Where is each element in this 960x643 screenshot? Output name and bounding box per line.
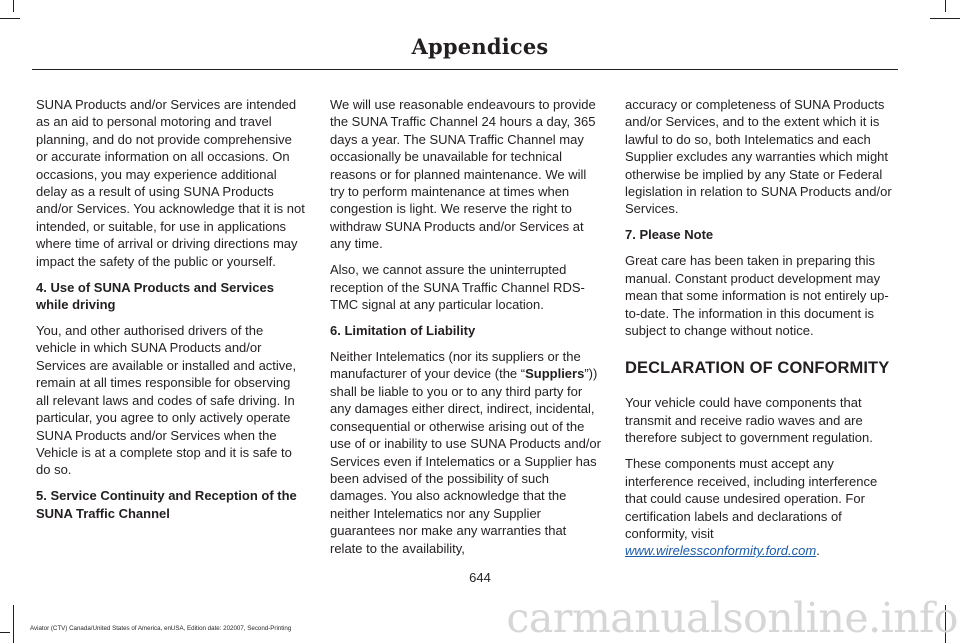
paragraph: Your vehicle could have components that transmit and receive radio waves and are therefore subject to government regulation. bbox=[625, 395, 873, 446]
subheading: 6. Limitation of Liability bbox=[330, 323, 476, 339]
defined-term: Suppliers bbox=[525, 366, 585, 382]
paragraph: We will use reasonable endeavours to provide the SUNA Traffic Channel 24 hours a day, 365 days a year. The SUNA Traffic Channel may occasionally be unavailable for technical reasons or for planned maintenance. We will try to perform maintenance at times when congestion is light. We reserve the right to withdraw SUNA Products and/or Services at any time. bbox=[330, 97, 596, 252]
paragraph-text: Neither Intelematics (nor its suppliers or the manufacturer of your device (the “ bbox=[330, 349, 581, 382]
header-divider bbox=[32, 69, 898, 70]
paragraph: Great care has been taken in preparing this manual. Constant product development may mean that some information is not entirely up-to-date. The information in this document is subject to change without notice. bbox=[625, 253, 889, 339]
crop-mark bbox=[0, 632, 10, 633]
text-column-1 bbox=[36, 96, 306, 531]
crop-mark bbox=[13, 605, 14, 643]
paragraph-text: . bbox=[816, 543, 820, 559]
subheading: 5. Service Continuity and Reception of the SUNA Traffic Channel bbox=[36, 488, 297, 521]
text-column-2 bbox=[330, 96, 602, 566]
paragraph-text: These components must accept any interference received, including interference that could cause undesired operation. For certification labels and declarations of conformity, visit bbox=[625, 456, 878, 541]
crop-mark bbox=[13, 0, 14, 12]
page-title: Appendices bbox=[411, 34, 549, 59]
paragraph-text: ”)) shall be liable to you or to any third party for any damages either direct, indirect, incidental, consequential or otherwise arising out of the use of or inability to use SUNA Products and/or Services even if Intelematics or a Supplier has been advised of the possibility of such damages. You also acknowledge that the neither Intelematics nor any Supplier guarantees nor make any warranties that relate to the availability, bbox=[330, 366, 601, 556]
conformity-link[interactable]: www.wirelessconformity.ford.com bbox=[625, 543, 817, 559]
paragraph bbox=[330, 348, 602, 557]
crop-mark bbox=[0, 18, 20, 19]
page-number: 644 bbox=[469, 570, 491, 585]
paragraph: accuracy or completeness of SUNA Products and/or Services, and to the extent which it is lawful to do so, both Intelematics and each Supplier excludes any warranties which might otherwise be implied by any State or Federal legislation in relation to SUNA Products and/or Services. bbox=[625, 97, 892, 217]
crop-mark bbox=[945, 0, 946, 12]
watermark: carmanualsonline.info bbox=[506, 594, 958, 642]
paragraph bbox=[625, 455, 899, 559]
crop-mark bbox=[930, 18, 960, 19]
subheading: 7. Please Note bbox=[625, 227, 714, 243]
subheading: 4. Use of SUNA Products and Services while driving bbox=[36, 279, 274, 313]
paragraph: You, and other authorised drivers of the vehicle in which SUNA Products and/or Services are available or installed and active, remain at all times responsible for observing all relevant laws and codes of safe driving. In particular, you agree to only actively operate SUNA Products and/or Services when the Vehicle is at a complete stop and it is safe to do so. bbox=[36, 323, 297, 478]
paragraph: SUNA Products and/or Services are intended as an aid to personal motoring and travel planning, and do not provide comprehensive or accurate information on all occasions. On occasions, you may experience additional delay as a result of using SUNA Products and/or Services. You acknowledge that it is not intended, or suitable, for use in applications where time of arrival or driving directions may impact the safety of the public or yourself. bbox=[36, 97, 305, 269]
footer-edition: Aviator (CTV) Canada/United States of America, enUSA, Edition date: 202007, Second-Printing bbox=[30, 625, 292, 632]
paragraph: Also, we cannot assure the uninterrupted reception of the SUNA Traffic Channel RDS-TMC signal at any particular location. bbox=[330, 262, 585, 313]
section-heading: DECLARATION OF CONFORMITY bbox=[625, 359, 890, 378]
text-column-3 bbox=[625, 96, 899, 568]
